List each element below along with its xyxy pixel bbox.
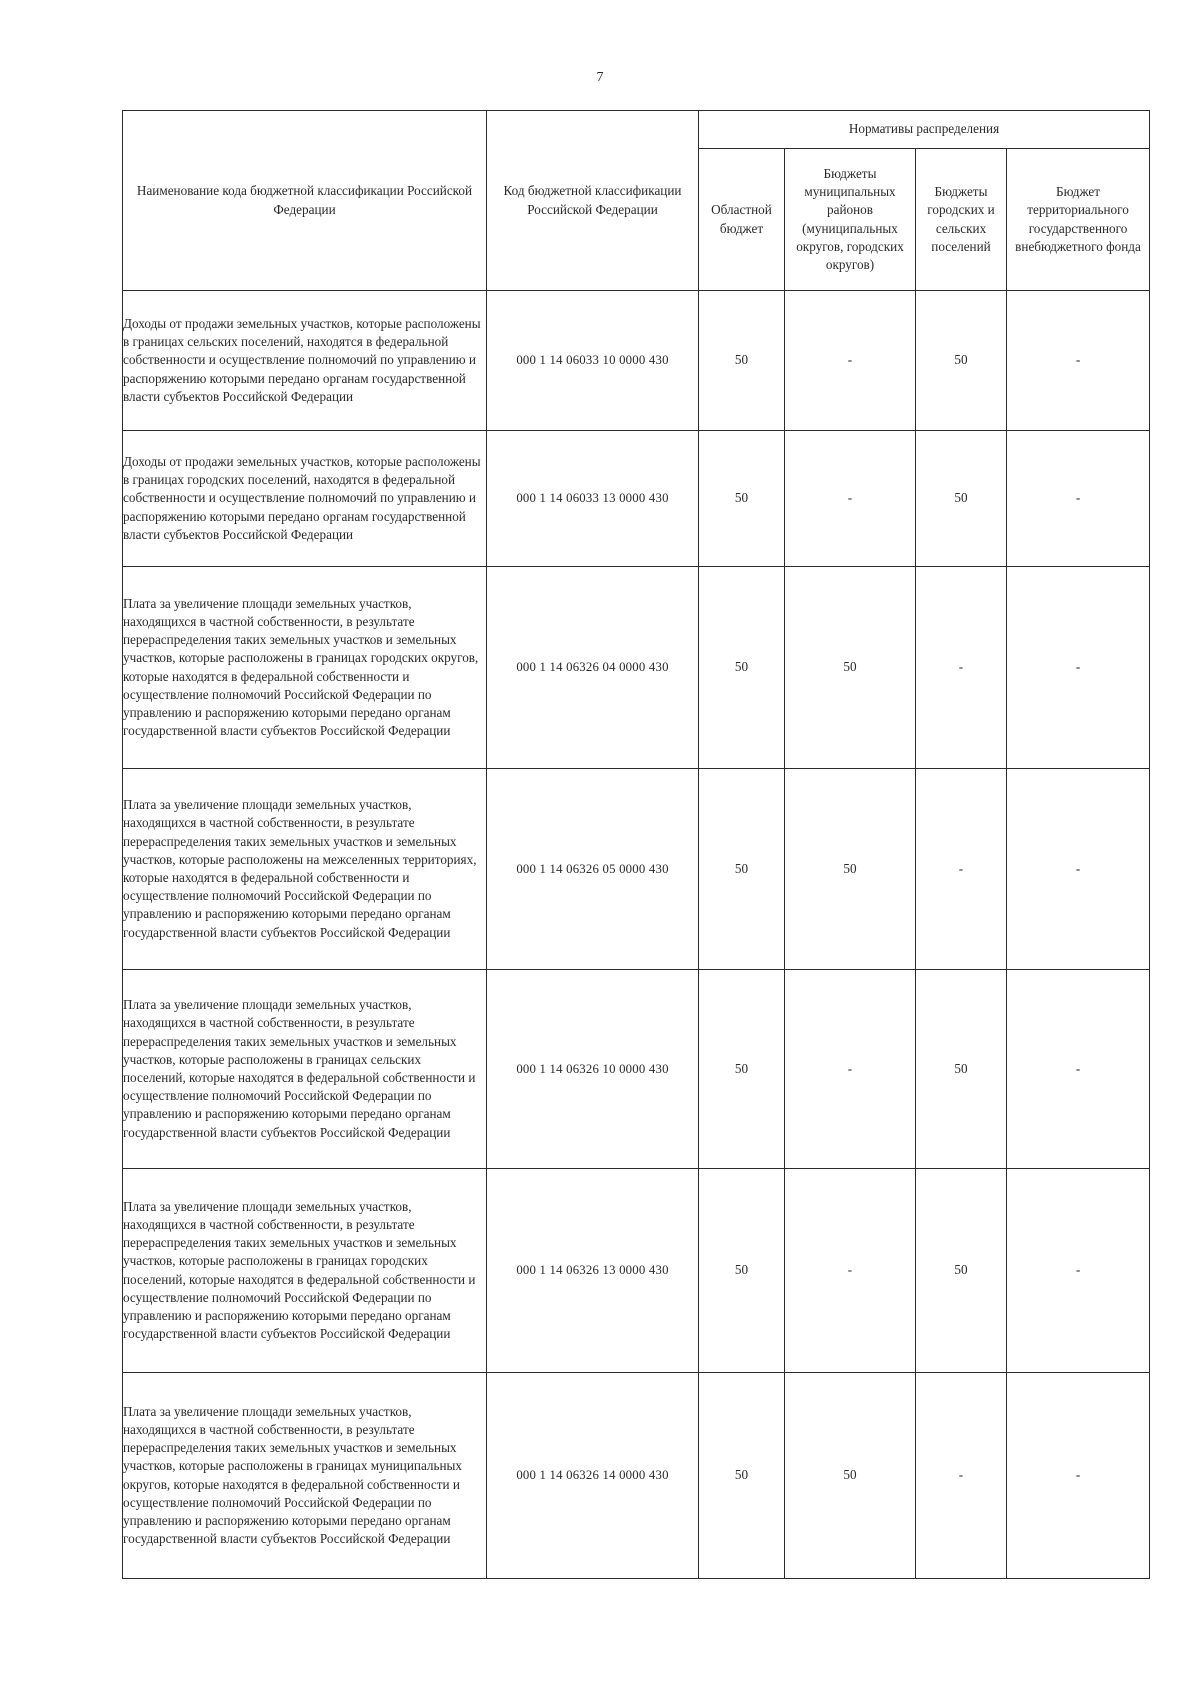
row-regional: 50: [699, 769, 785, 970]
row-municipal: -: [785, 291, 916, 431]
row-code: 000 1 14 06326 13 0000 430: [487, 1169, 699, 1373]
table-row: [123, 970, 1150, 1169]
row-code: 000 1 14 06033 10 0000 430: [487, 291, 699, 431]
row-settlements: -: [916, 1373, 1007, 1579]
table-header-row-top: [123, 111, 1150, 149]
header-code: Код бюджетной классификации Российской Федерации: [487, 111, 699, 291]
row-code: 000 1 14 06326 14 0000 430: [487, 1373, 699, 1579]
row-regional: 50: [699, 431, 785, 567]
row-settlements: 50: [916, 1169, 1007, 1373]
row-fund: -: [1007, 1373, 1150, 1579]
row-settlements: 50: [916, 291, 1007, 431]
row-name: Плата за увеличение площади земельных участков, находящихся в частной собственности, в результате перераспределения таких земельных участков и земельных участков, которые расположены на межселенных территориях, которые находятся в федеральной собственности и осуществление полномочий Российской Федерации по управлению и распоряжению которыми передано органам государственной власти субъектов Российской Федерации: [123, 769, 487, 970]
row-code: 000 1 14 06033 13 0000 430: [487, 431, 699, 567]
table-row: [123, 1169, 1150, 1373]
row-fund: -: [1007, 567, 1150, 769]
row-name: Доходы от продажи земельных участков, которые расположены в границах сельских поселений, находятся в федеральной собственности и осуществление полномочий по управлению и распоряжению которыми передано органам государственной власти субъектов Российской Федерации: [123, 291, 487, 431]
row-regional: 50: [699, 1373, 785, 1579]
row-fund: -: [1007, 431, 1150, 567]
header-regional: Областной бюджет: [699, 149, 785, 291]
table-row: [123, 769, 1150, 970]
row-regional: 50: [699, 1169, 785, 1373]
row-name: Плата за увеличение площади земельных участков, находящихся в частной собственности, в результате перераспределения таких земельных участков и земельных участков, которые расположены в границах муниципальных округов, которые находятся в федеральной собственности и осуществление полномочий Российской Федерации по управлению и распоряжению которыми передано органам государственной власти субъектов Российской Федерации: [123, 1373, 487, 1579]
row-settlements: 50: [916, 970, 1007, 1169]
row-code: 000 1 14 06326 10 0000 430: [487, 970, 699, 1169]
row-municipal: 50: [785, 567, 916, 769]
row-municipal: -: [785, 970, 916, 1169]
row-name: Плата за увеличение площади земельных участков, находящихся в частной собственности, в результате перераспределения таких земельных участков и земельных участков, которые расположены в границах сельских поселений, которые находятся в федеральной собственности и осуществление полномочий Российской Федерации по управлению и распоряжению которыми передано органам государственной власти субъектов Российской Федерации: [123, 970, 487, 1169]
row-fund: -: [1007, 291, 1150, 431]
distribution-table: [122, 110, 1150, 1579]
table-row: [123, 431, 1150, 567]
table-row: [123, 291, 1150, 431]
row-settlements: -: [916, 769, 1007, 970]
row-municipal: -: [785, 431, 916, 567]
row-regional: 50: [699, 291, 785, 431]
row-settlements: -: [916, 567, 1007, 769]
row-name: Доходы от продажи земельных участков, которые расположены в границах городских поселений, находятся в федеральной собственности и осуществление полномочий по управлению и распоряжению которыми передано органам государственной власти субъектов Российской Федерации: [123, 431, 487, 567]
row-regional: 50: [699, 970, 785, 1169]
row-municipal: -: [785, 1169, 916, 1373]
header-fund: Бюджет территориального государственного внебюджетного фонда: [1007, 149, 1150, 291]
row-regional: 50: [699, 567, 785, 769]
row-settlements: 50: [916, 431, 1007, 567]
row-fund: -: [1007, 1169, 1150, 1373]
header-norms: Нормативы распределения: [699, 111, 1150, 149]
header-name: Наименование кода бюджетной классификации Российской Федерации: [123, 111, 487, 291]
table-row: [123, 567, 1150, 769]
row-fund: -: [1007, 970, 1150, 1169]
row-code: 000 1 14 06326 05 0000 430: [487, 769, 699, 970]
row-municipal: 50: [785, 1373, 916, 1579]
table-row: [123, 1373, 1150, 1579]
row-fund: -: [1007, 769, 1150, 970]
row-municipal: 50: [785, 769, 916, 970]
row-name: Плата за увеличение площади земельных участков, находящихся в частной собственности, в результате перераспределения таких земельных участков и земельных участков, которые расположены в границах городских округов, которые находятся в федеральной собственности и осуществление полномочий Российской Федерации по управлению и распоряжению которыми передано органам государственной власти субъектов Российской Федерации: [123, 567, 487, 769]
row-name: Плата за увеличение площади земельных участков, находящихся в частной собственности, в результате перераспределения таких земельных участков и земельных участков, которые расположены в границах городских поселений, которые находятся в федеральной собственности и осуществление полномочий Российской Федерации по управлению и распоряжению которыми передано органам государственной власти субъектов Российской Федерации: [123, 1169, 487, 1373]
header-settlements: Бюджеты городских и сельских поселений: [916, 149, 1007, 291]
header-municipal: Бюджеты муниципальных районов (муниципальных округов, городских округов): [785, 149, 916, 291]
row-code: 000 1 14 06326 04 0000 430: [487, 567, 699, 769]
page-number: 7: [596, 70, 604, 85]
